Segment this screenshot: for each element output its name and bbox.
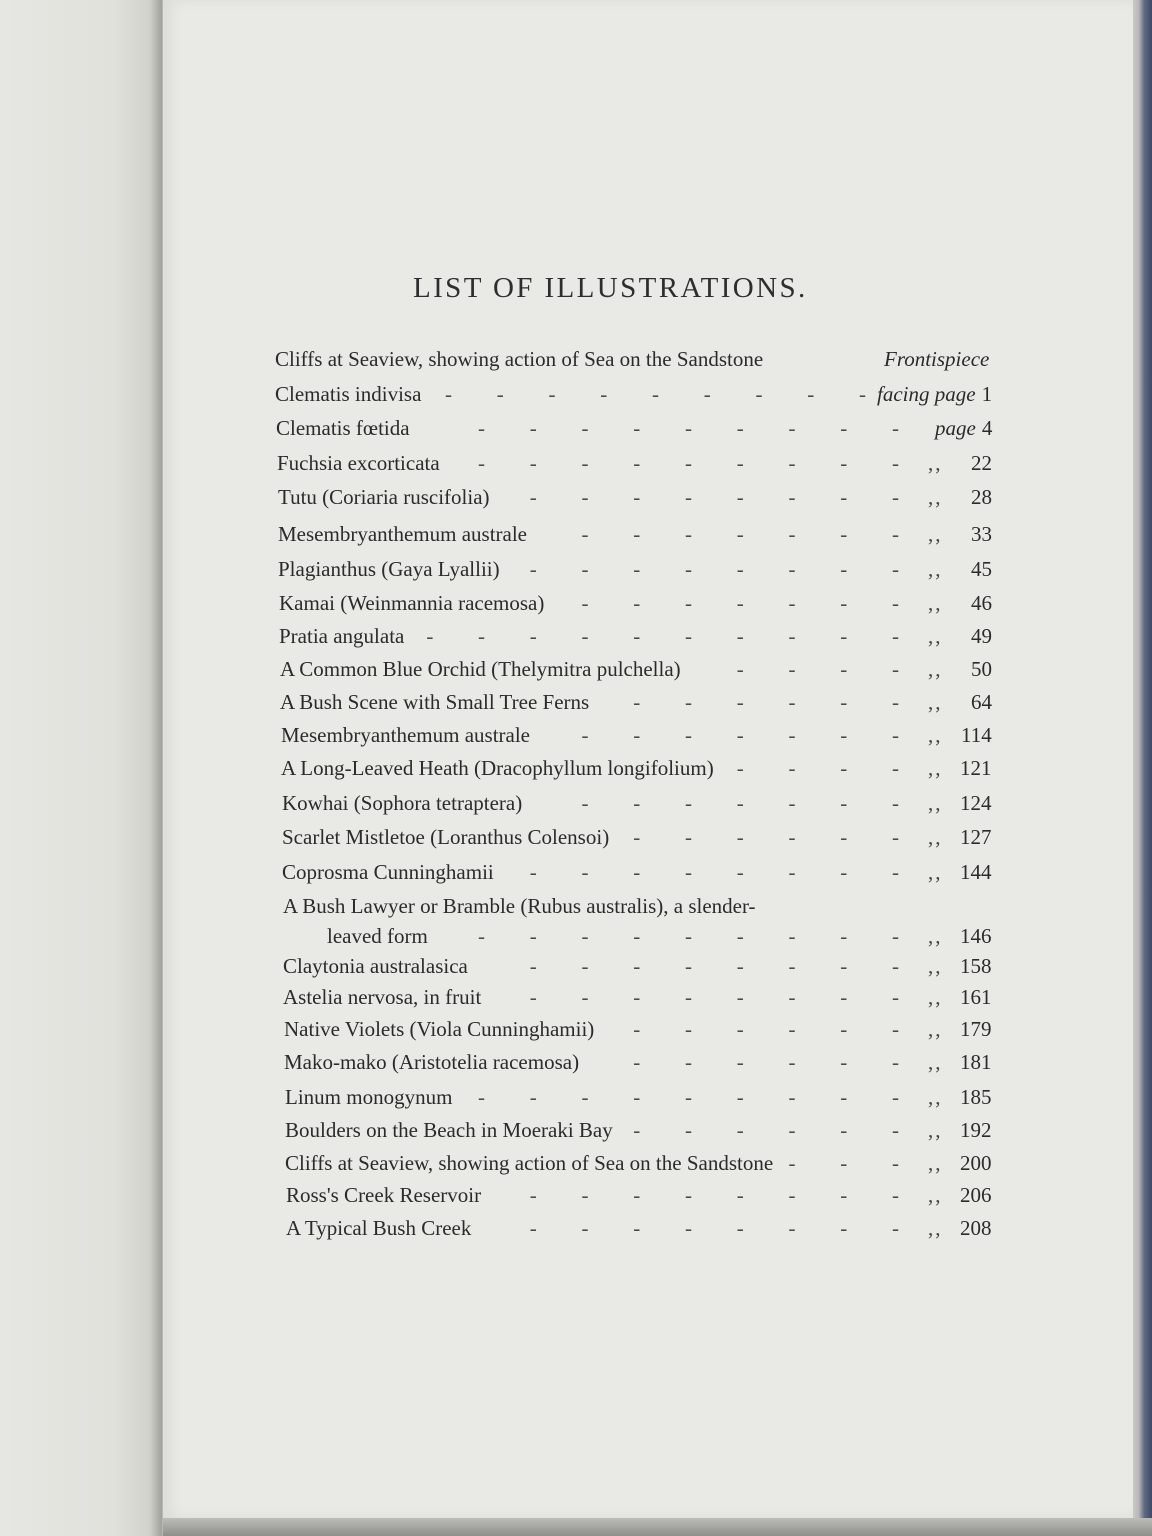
list-item <box>278 482 992 512</box>
dot-leader: - - - <box>788 1151 900 1175</box>
ditto-mark: ,, <box>928 522 943 546</box>
ditto-mark: ,, <box>928 557 943 581</box>
facing-page <box>0 0 162 1536</box>
page-number: 181 <box>960 1050 992 1074</box>
dot-leader: - - - - - - <box>633 1118 900 1142</box>
page-number: 200 <box>960 1151 992 1175</box>
page-number: 46 <box>971 591 992 615</box>
entry-title: Cliffs at Seaview, showing action of Sea on the Sandstone <box>285 1151 774 1175</box>
dot-leader: - - - - - - - - <box>529 1216 900 1240</box>
dot-leader: - - - - - - - <box>581 723 900 747</box>
dot-leader: - - - - - - <box>633 825 900 849</box>
dot-leader: - - - - - - - - <box>529 485 900 509</box>
list-item <box>286 1180 992 1210</box>
dot-leader: - - - - - - <box>633 1050 900 1074</box>
ditto-mark: ,, <box>928 1118 943 1142</box>
page-number: 124 <box>960 791 992 815</box>
list-item <box>283 951 992 981</box>
list-item <box>275 344 992 374</box>
entry-title: Clematis fœtida <box>276 416 410 440</box>
entry-title: Native Violets (Viola Cunninghamii) <box>284 1017 595 1041</box>
dot-leader: - - - - - - - - - <box>478 924 900 948</box>
list-item <box>280 687 992 717</box>
dot-leader: - - - - - - - <box>581 522 900 546</box>
list-item <box>286 1213 992 1243</box>
dot-leader: - - - - - - - - - - <box>426 624 900 648</box>
entry-title: Scarlet Mistletoe (Loranthus Colensoi) <box>282 825 610 849</box>
entry-title: A Common Blue Orchid (Thelymitra pulchella) <box>280 657 681 681</box>
page-number: 185 <box>960 1085 992 1109</box>
list-item <box>285 1082 992 1112</box>
entry-title: Plagianthus (Gaya Lyallii) <box>278 557 500 581</box>
entry-title: Mesembryanthemum australe <box>278 522 528 546</box>
ditto-mark: ,, <box>928 985 943 1009</box>
ditto-mark: ,, <box>928 1151 943 1175</box>
page-number: 45 <box>971 557 992 581</box>
page-number: 146 <box>960 924 992 948</box>
dot-leader: - - - - - - <box>633 690 900 714</box>
entry-title: Mesembryanthemum australe <box>281 723 531 747</box>
ditto-mark: ,, <box>928 791 943 815</box>
ditto-mark: ,, <box>928 954 943 978</box>
entry-title: Coprosma Cunninghamii <box>282 860 494 884</box>
ditto-mark: ,, <box>928 1085 943 1109</box>
page-number: 179 <box>960 1017 992 1041</box>
entry-title: Tutu (Coriaria ruscifolia) <box>278 485 490 509</box>
ditto-mark: ,, <box>928 451 943 475</box>
dot-leader: - - - - <box>736 657 900 681</box>
entry-title: Claytonia australasica <box>283 954 468 978</box>
entry-title: A Long-Leaved Heath (Dracophyllum longifolium) <box>281 756 714 780</box>
page-number: 161 <box>960 985 992 1009</box>
list-item <box>281 753 992 783</box>
page-number: 192 <box>960 1118 992 1142</box>
list-item <box>275 379 992 409</box>
dot-leader: - - - - - - - - - <box>478 1085 900 1109</box>
ditto-mark: ,, <box>928 825 943 849</box>
reference-note: facing page <box>877 382 976 406</box>
entry-title: Cliffs at Seaview, showing action of Sea on the Sandstone <box>275 347 764 371</box>
ditto-mark: ,, <box>928 485 943 509</box>
page-reference <box>877 379 992 409</box>
ditto-mark: ,, <box>928 1017 943 1041</box>
page-heading: LIST OF ILLUSTRATIONS. <box>413 272 808 304</box>
page-number: 121 <box>960 756 992 780</box>
list-item <box>282 857 992 887</box>
list-item <box>282 788 992 818</box>
entry-title: Mako-mako (Aristotelia racemosa) <box>284 1050 580 1074</box>
page-number: 33 <box>971 522 992 546</box>
page-number: 206 <box>960 1183 992 1207</box>
list-item <box>283 982 992 1012</box>
entry-title: A Bush Lawyer or Bramble (Rubus australis), a slender- <box>283 894 756 918</box>
dot-leader: - - - - - - - <box>581 791 900 815</box>
page-number: 50 <box>971 657 992 681</box>
page-number: 208 <box>960 1216 992 1240</box>
page-number: 144 <box>960 860 992 884</box>
ditto-mark: ,, <box>928 860 943 884</box>
list-item <box>279 588 992 618</box>
page-number: 127 <box>960 825 992 849</box>
dot-leader: - - - - - - - - <box>529 985 900 1009</box>
list-item <box>276 413 992 443</box>
list-item <box>285 1148 992 1178</box>
ditto-mark: ,, <box>928 624 943 648</box>
dot-leader: - - - - - - - - <box>529 1183 900 1207</box>
entry-title: A Bush Scene with Small Tree Ferns <box>280 690 590 714</box>
list-item <box>284 1014 992 1044</box>
cover-bottom-edge <box>163 1518 1152 1536</box>
entry-title: Pratia angulata <box>279 624 405 648</box>
ditto-mark: ,, <box>928 723 943 747</box>
entry-title: Fuchsia excorticata <box>277 451 440 475</box>
dot-leader: - - - - - - - <box>581 591 900 615</box>
entry-title: Astelia nervosa, in fruit <box>283 985 482 1009</box>
page-number: 1 <box>981 382 993 406</box>
dot-leader: - - - - - - <box>633 1017 900 1041</box>
entry-title: Kamai (Weinmannia racemosa) <box>279 591 545 615</box>
dot-leader: - - - - - - - - - <box>478 451 900 475</box>
list-item <box>284 1047 992 1077</box>
list-item <box>280 654 992 684</box>
page-number: 64 <box>971 690 992 714</box>
ditto-mark: ,, <box>928 1216 943 1240</box>
entry-title: A Typical Bush Creek <box>286 1216 472 1240</box>
dot-leader: - - - - - - - - <box>529 860 900 884</box>
reference-note: page <box>935 416 976 440</box>
ditto-mark: ,, <box>928 1050 943 1074</box>
ditto-mark: ,, <box>928 1183 943 1207</box>
dot-leader: - - - - - - - - - <box>445 382 867 406</box>
list-item <box>285 1115 992 1145</box>
ditto-mark: ,, <box>928 591 943 615</box>
dot-leader: - - - - <box>736 756 900 780</box>
ditto-mark: ,, <box>928 690 943 714</box>
entry-title: Boulders on the Beach in Moeraki Bay <box>285 1118 613 1142</box>
dot-leader: - - - - - - - - <box>529 954 900 978</box>
dot-leader: - - - - - - - - <box>529 557 900 581</box>
entry-title: Ross's Creek Reservoir <box>286 1183 482 1207</box>
page-number: 4 <box>981 416 993 440</box>
list-item <box>282 822 992 852</box>
page-number: 28 <box>971 485 992 509</box>
list-item <box>277 448 992 478</box>
page-number: 158 <box>960 954 992 978</box>
ditto-mark: ,, <box>928 657 943 681</box>
list-item <box>283 891 992 953</box>
list-item <box>278 554 992 584</box>
list-item <box>281 720 992 750</box>
list-item <box>279 621 992 651</box>
page-number: 22 <box>971 451 992 475</box>
ditto-mark: ,, <box>928 756 943 780</box>
entry-title: Linum monogynum <box>285 1085 453 1109</box>
cloth-cover-edge <box>1133 0 1152 1536</box>
ditto-mark: ,, <box>928 924 943 948</box>
entry-title: Kowhai (Sophora tetraptera) <box>282 791 523 815</box>
dot-leader: - - - - - - - - - <box>478 416 900 440</box>
page-number: 114 <box>961 723 992 747</box>
entry-title: Clematis indivisa <box>275 382 422 406</box>
page-reference <box>884 344 995 374</box>
page-number: 49 <box>971 624 992 648</box>
list-item <box>278 519 992 549</box>
reference-note: Frontispiece <box>884 347 990 371</box>
entry-title-continued: leaved form <box>327 924 428 948</box>
page-reference <box>935 413 992 443</box>
